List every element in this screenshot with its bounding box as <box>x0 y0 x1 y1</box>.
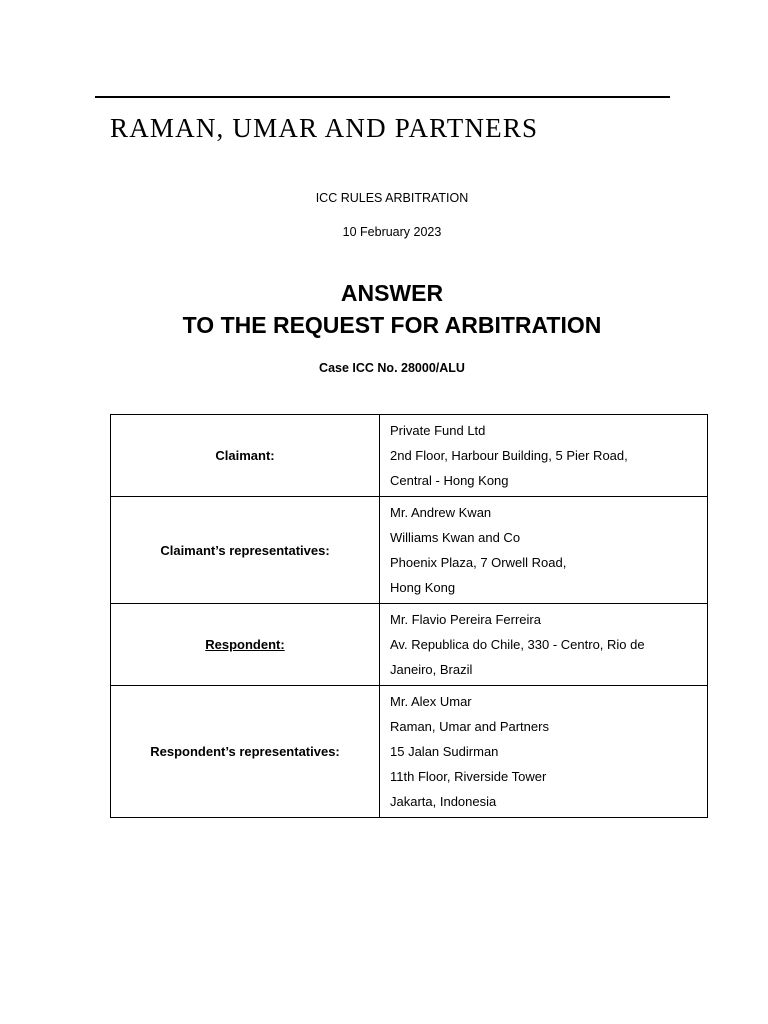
claimant-line: 2nd Floor, Harbour Building, 5 Pier Road, <box>390 448 628 463</box>
claimant-line: Central - Hong Kong <box>390 473 509 488</box>
claimant-rep-line: Phoenix Plaza, 7 Orwell Road, <box>390 555 567 570</box>
firm-name: RAMAN, UMAR AND PARTNERS <box>110 113 539 143</box>
document-title-line2: TO THE REQUEST FOR ARBITRATION <box>182 312 602 338</box>
respondent-rep-line: 15 Jalan Sudirman <box>390 744 499 759</box>
claimant-rep-line: Williams Kwan and Co <box>390 530 521 545</box>
case-number: Case ICC No. 28000/ALU <box>319 361 465 375</box>
table-row-claimant-representatives <box>111 497 708 604</box>
label-respondent <box>111 604 380 686</box>
parties-table <box>110 414 708 818</box>
value-claimant <box>380 415 708 497</box>
claimant-line: Private Fund Ltd <box>390 423 486 438</box>
table-row-respondent <box>111 604 708 686</box>
respondent-line: Av. Republica do Chile, 330 - Centro, Rio de <box>390 637 645 652</box>
document-date: 10 February 2023 <box>342 225 442 239</box>
respondent-rep-line: Jakarta, Indonesia <box>390 794 497 809</box>
value-respondent-representatives <box>380 686 708 818</box>
respondent-rep-line: Mr. Alex Umar <box>390 694 472 709</box>
respondent-rep-line: Raman, Umar and Partners <box>390 719 549 734</box>
table-row-respondent-representatives <box>111 686 708 818</box>
value-claimant-representatives <box>380 497 708 604</box>
document-title-line1: ANSWER <box>340 280 444 306</box>
claimant-rep-line: Hong Kong <box>390 580 456 595</box>
respondent-rep-line: 11th Floor, Riverside Tower <box>390 769 547 784</box>
label-respondent-representatives: Respondent’s representatives: <box>111 686 380 818</box>
respondent-line: Janeiro, Brazil <box>390 662 473 677</box>
respondent-label-text: Respondent: <box>205 637 285 652</box>
label-claimant-representatives: Claimant’s representatives: <box>111 497 380 604</box>
header-rule <box>95 96 670 98</box>
table-row-claimant <box>111 415 708 497</box>
arbitration-rules: ICC RULES ARBITRATION <box>315 191 469 205</box>
claimant-rep-line: Mr. Andrew Kwan <box>390 505 492 520</box>
respondent-line: Mr. Flavio Pereira Ferreira <box>390 612 541 627</box>
value-respondent <box>380 604 708 686</box>
label-claimant: Claimant: <box>111 415 380 497</box>
